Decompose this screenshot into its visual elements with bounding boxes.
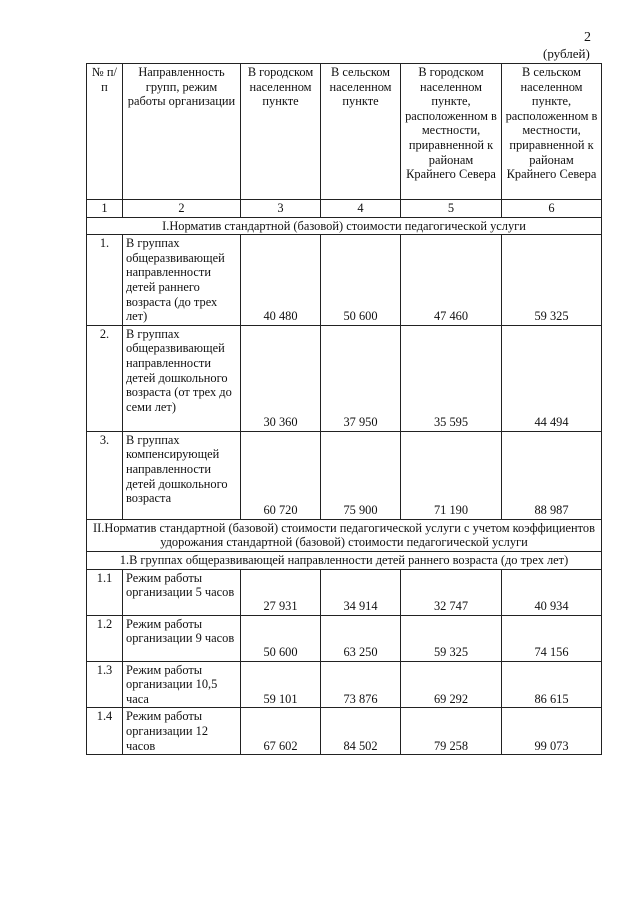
row-index: 1.2	[87, 615, 123, 661]
row-label: Режим работы организации 5 часов	[123, 569, 241, 615]
header-col2: Направленность групп, режим работы организации	[123, 64, 241, 200]
header-col3: В городском населенном пункте	[241, 64, 321, 200]
column-number: 1	[87, 200, 123, 218]
row-label: В группах компенсирующей направленности детей дошкольного возраста	[123, 431, 241, 519]
table-row	[87, 661, 602, 708]
unit-note: (рублей)	[543, 46, 590, 61]
value-cell: 69 292	[401, 661, 502, 708]
row-index: 1.	[87, 235, 123, 326]
column-number: 5	[401, 200, 502, 218]
header-col6: В сельском населенном пункте, расположенном в местности, приравненной к районам Крайнего Севера	[502, 64, 602, 200]
column-number: 6	[502, 200, 602, 218]
value-cell: 74 156	[502, 615, 602, 661]
value-cell: 73 876	[321, 661, 401, 708]
value-cell: 30 360	[241, 325, 321, 431]
row-label: Режим работы организации 12 часов	[123, 708, 241, 755]
header-col4: В сельском населенном пункте	[321, 64, 401, 200]
value-cell: 84 502	[321, 708, 401, 755]
value-cell: 40 934	[502, 569, 602, 615]
header-col1: № п/п	[87, 64, 123, 200]
column-number: 3	[241, 200, 321, 218]
header-col5: В городском населенном пункте, расположенном в местности, приравненной к районам Крайнего Севера	[401, 64, 502, 200]
value-cell: 37 950	[321, 325, 401, 431]
table-row	[87, 708, 602, 755]
value-cell: 99 073	[502, 708, 602, 755]
value-cell: 60 720	[241, 431, 321, 519]
value-cell: 50 600	[241, 615, 321, 661]
table-row	[87, 235, 602, 326]
table-row	[87, 615, 602, 661]
value-cell: 59 101	[241, 661, 321, 708]
row-index: 1.3	[87, 661, 123, 708]
value-cell: 44 494	[502, 325, 602, 431]
value-cell: 67 602	[241, 708, 321, 755]
value-cell: 75 900	[321, 431, 401, 519]
row-label: В группах общеразвивающей направленности детей раннего возраста (до трех лет)	[123, 235, 241, 326]
table-row	[87, 325, 602, 431]
section1-title-row	[87, 217, 602, 235]
value-cell: 34 914	[321, 569, 401, 615]
value-cell: 63 250	[321, 615, 401, 661]
row-index: 1.4	[87, 708, 123, 755]
table-row	[87, 569, 602, 615]
row-index: 1.1	[87, 569, 123, 615]
value-cell: 86 615	[502, 661, 602, 708]
value-cell: 27 931	[241, 569, 321, 615]
value-cell: 35 595	[401, 325, 502, 431]
row-label: Режим работы организации 10,5 часа	[123, 661, 241, 708]
section2-title-row	[87, 519, 602, 551]
table-row	[87, 431, 602, 519]
value-cell: 79 258	[401, 708, 502, 755]
value-cell: 71 190	[401, 431, 502, 519]
value-cell: 88 987	[502, 431, 602, 519]
header-row	[87, 64, 602, 200]
column-number-row	[87, 200, 602, 218]
row-index: 3.	[87, 431, 123, 519]
section2-subtitle: 1.В группах общеразвивающей направленности детей раннего возраста (до трех лет)	[87, 551, 602, 569]
row-index: 2.	[87, 325, 123, 431]
value-cell: 47 460	[401, 235, 502, 326]
row-label: Режим работы организации 9 часов	[123, 615, 241, 661]
value-cell: 32 747	[401, 569, 502, 615]
value-cell: 50 600	[321, 235, 401, 326]
value-cell: 59 325	[502, 235, 602, 326]
section2-title: II.Норматив стандартной (базовой) стоимости педагогической услуги с учетом коэффициентов удорожания стандартной (базовой) стоимости педагогической услуги	[87, 519, 602, 551]
value-cell: 40 480	[241, 235, 321, 326]
value-cell: 59 325	[401, 615, 502, 661]
section2-subtitle-row	[87, 551, 602, 569]
section1-title: I.Норматив стандартной (базовой) стоимости педагогической услуги	[87, 217, 602, 235]
page-number: 2	[584, 30, 591, 45]
row-label: В группах общеразвивающей направленности детей дошкольного возраста (от трех до семи лет)	[123, 325, 241, 431]
column-number: 4	[321, 200, 401, 218]
cost-norms-table	[86, 63, 602, 755]
column-number: 2	[123, 200, 241, 218]
